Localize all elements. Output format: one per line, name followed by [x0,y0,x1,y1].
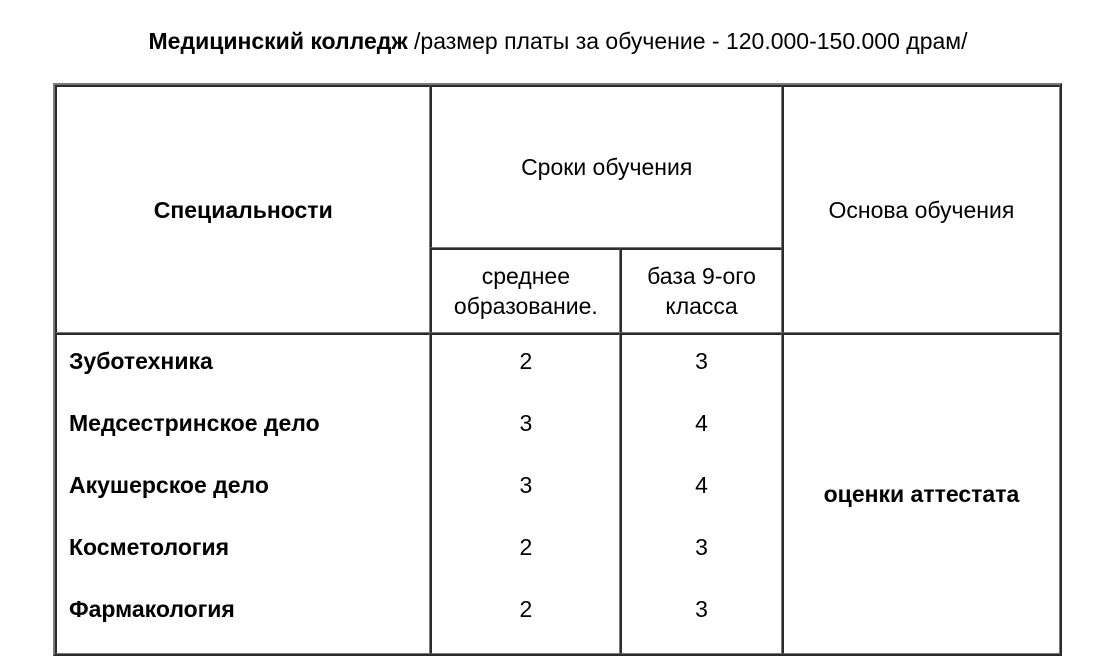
grade9-years: 3 [695,534,708,560]
specialty-name: Акушерское дело [69,472,269,498]
header-study-basis: Основа обучения [782,85,1060,333]
secondary-years: 2 [519,534,533,560]
header-grade9-line2: класса [665,293,738,319]
header-specialties: Специальности [55,85,430,333]
grade9-years: 4 [695,410,708,436]
header-secondary-line1: среднее [481,263,570,289]
header-row-1 [55,85,1060,248]
study-basis-value: оценки аттестата [782,333,1060,654]
secondary-years-cell [430,333,620,654]
specialties-cell [55,333,430,654]
header-grade9-base [620,248,782,333]
secondary-years: 2 [519,596,533,622]
header-grade9-line1: база 9-ого [647,263,756,289]
grade9-years-cell [620,333,782,654]
grade9-years: 3 [695,596,708,622]
grade9-years: 3 [695,348,708,374]
header-secondary-education [430,248,620,333]
specialty-name: Косметология [69,534,230,560]
header-study-terms: Сроки обучения [430,85,781,248]
specialty-name: Зуботехника [69,348,213,374]
specialty-name: Медсестринское дело [69,410,320,436]
tuition-info: /размер платы за обучение - 120.000-150.000 драм/ [407,28,968,54]
grade9-years: 4 [695,472,708,498]
secondary-years: 3 [519,472,533,498]
page-title [0,26,1116,56]
body-row [55,333,1060,654]
college-name: Медицинский колледж [148,28,408,54]
secondary-years: 2 [519,348,533,374]
specialties-table [53,83,1062,656]
header-secondary-line2: образование. [453,293,598,319]
secondary-years: 3 [519,410,533,436]
specialty-name: Фармакология [69,596,235,622]
